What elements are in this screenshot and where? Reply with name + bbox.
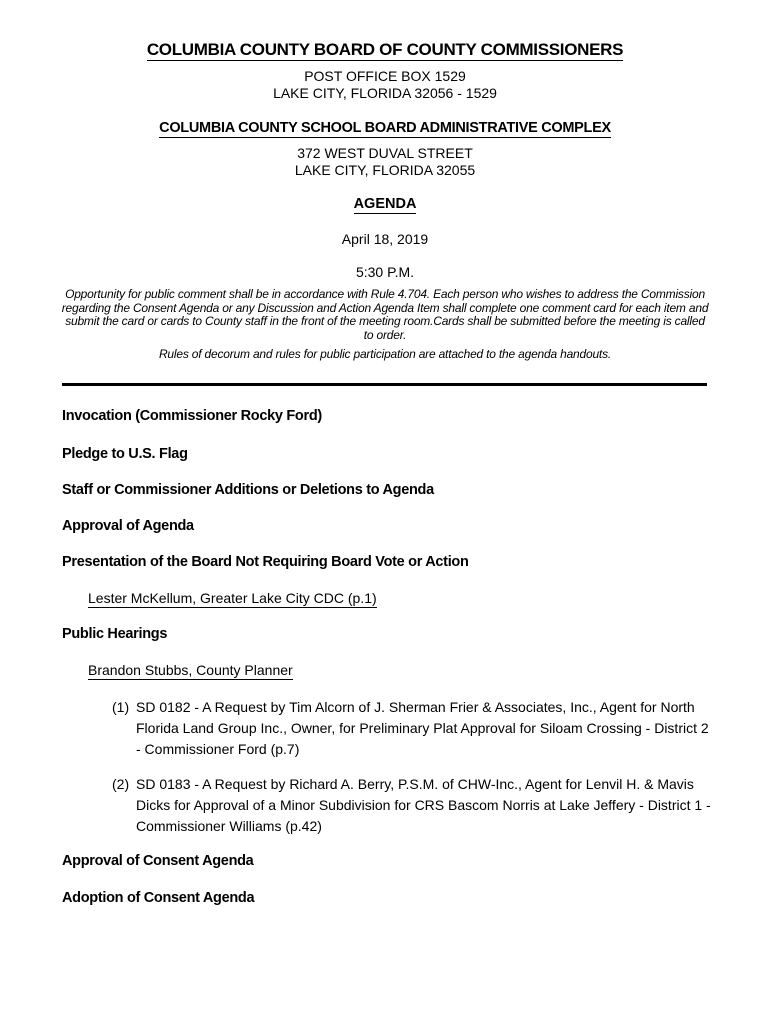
decorum-rules-note: Rules of decorum and rules for public participation are attached to the agenda handouts.	[158, 347, 612, 361]
agenda-item-additions: Staff or Commissioner Additions or Deletions to Agenda	[62, 482, 434, 498]
board-address	[0, 68, 770, 102]
request-text: SD 0182 - A Request by Tim Alcorn of J. Sherman Frier & Associates, Inc., Agent for North Florida Land Group Inc., Owner, for Preliminary Plat Approval for Siloam Crossing - District 2 - Commissioner Ford (p.7)	[136, 699, 709, 757]
venue-street: 372 WEST DUVAL STREET	[297, 145, 473, 161]
section-divider	[62, 383, 707, 386]
planner-entry	[88, 662, 293, 678]
meeting-time: 5:30 P.M.	[355, 264, 415, 280]
hearing-request-2	[112, 774, 712, 837]
agenda-heading-text: AGENDA	[353, 196, 417, 212]
planner-text: Brandon Stubbs, County Planner	[88, 662, 293, 678]
venue-title	[0, 120, 770, 136]
public-comment-notice: Opportunity for public comment shall be in accordance with Rule 4.704. Each person who wishes to address the Commission regarding the Consent Agenda or any Discussion and Action Agenda Item shall complete one comment card for each item and submit the card or cards to County staff in the front of the meeting room.Cards shall be submitted before the meeting is called to order.	[61, 287, 709, 342]
meeting-date: April 18, 2019	[341, 231, 429, 247]
board-title	[0, 40, 770, 60]
request-text: SD 0183 - A Request by Richard A. Berry, P.S.M. of CHW-Inc., Agent for Lenvil H. & Mavis Dicks for Approval of a Minor Subdivision for CRS Bascom Norris at Lake Jeffery - District 1 - Commissioner Williams (p.42)	[136, 776, 711, 834]
venue-city: LAKE CITY, FLORIDA 32055	[294, 162, 476, 178]
board-title-text: COLUMBIA COUNTY BOARD OF COUNTY COMMISSIONERS	[146, 40, 624, 59]
agenda-item-invocation: Invocation (Commissioner Rocky Ford)	[62, 408, 322, 424]
venue-address	[0, 145, 770, 179]
agenda-item-approval: Approval of Agenda	[62, 518, 194, 534]
presenter-entry	[88, 590, 377, 606]
hearing-request-1	[112, 697, 712, 760]
request-number: (2)	[112, 776, 130, 792]
agenda-item-pledge: Pledge to U.S. Flag	[62, 446, 188, 462]
agenda-item-public-hearings: Public Hearings	[62, 626, 168, 642]
agenda-item-presentation: Presentation of the Board Not Requiring Board Vote or Action	[62, 554, 469, 570]
city-zip: LAKE CITY, FLORIDA 32056 - 1529	[273, 85, 497, 101]
agenda-heading	[0, 196, 770, 212]
presenter-text: Lester McKellum, Greater Lake City CDC (p.1)	[88, 590, 377, 606]
agenda-item-consent-adoption: Adoption of Consent Agenda	[62, 890, 255, 906]
request-number: (1)	[112, 699, 130, 715]
venue-title-text: COLUMBIA COUNTY SCHOOL BOARD ADMINISTRATIVE COMPLEX	[159, 120, 611, 136]
po-box: POST OFFICE BOX 1529	[304, 68, 466, 84]
agenda-item-consent-approval: Approval of Consent Agenda	[62, 853, 254, 869]
